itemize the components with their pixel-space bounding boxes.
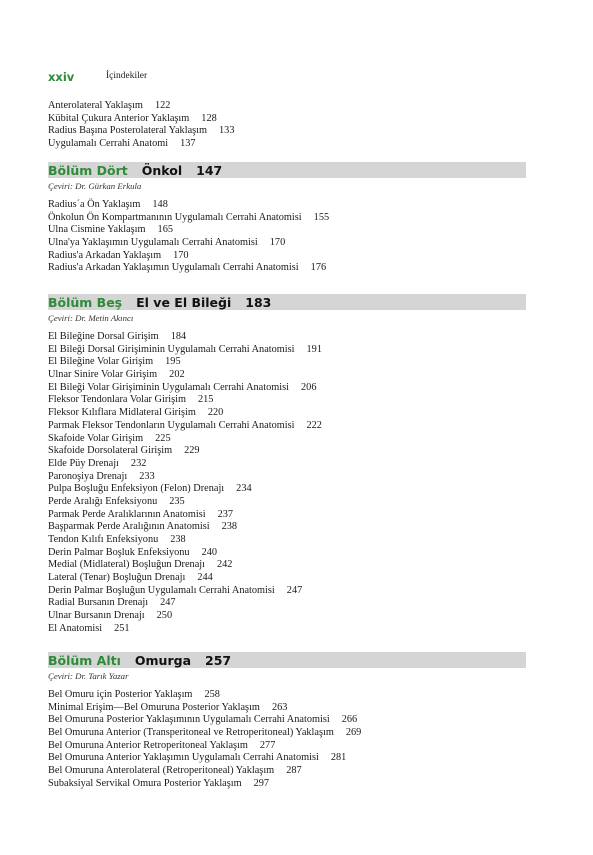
toc-entry[interactable] [48,433,526,446]
toc-entry[interactable] [48,138,234,151]
toc-entry[interactable] [48,496,526,509]
toc-entry-page: 269 [345,727,362,739]
toc-entry[interactable] [48,597,526,610]
toc-entry[interactable] [48,765,526,778]
toc-entry[interactable] [48,356,526,369]
toc-entry-page: 240 [201,546,218,558]
chapter-number: Bölüm Dört [48,163,128,178]
toc-entry-title: Ulnar Bursanın Drenajı [48,610,145,622]
toc-entry-title: Perde Aralığı Enfeksiyonu [48,495,158,507]
running-title: İçindekiler [106,71,148,81]
toc-entry-page: 281 [330,752,347,764]
toc-entry[interactable] [48,113,234,126]
toc-entry-title: Radius'a Arkadan Yaklaşım [48,249,162,261]
toc-entry-page: 297 [253,777,270,789]
toc-entry[interactable] [48,125,234,138]
toc-entry-page: 222 [306,419,322,431]
toc-entry-title: Elde Püy Drenajı [48,457,119,469]
chapter-header-bar [48,294,526,310]
toc-entry[interactable] [48,714,526,727]
toc-entry-page: 215 [198,394,214,406]
toc-entry-page: 238 [221,521,238,533]
toc-entry[interactable] [48,521,526,534]
chapter-header-bar [48,652,526,668]
chapter-title[interactable]: Omurga [134,653,192,668]
chapter-section [48,294,526,636]
chapter-translator: Çeviri: Dr. Metin Akıncı [48,313,134,323]
toc-entry-page: 122 [154,100,171,111]
toc-entry-page: 195 [165,356,181,368]
toc-entry-page: 206 [301,381,317,393]
toc-entry-page: 225 [155,432,171,444]
toc-entry[interactable] [48,331,526,344]
toc-entry-page: 237 [217,508,234,520]
toc-entry[interactable] [48,778,526,791]
toc-entry-title: Başparmak Perde Aralığının Anatomisi [48,521,210,533]
toc-entry-title: Bel Omuruna Anterior (Transperitoneal ve Retroperitoneal) Yaklaşım [48,727,334,739]
toc-entry-page: 234 [236,483,252,495]
chapter-number: Bölüm Altı [48,653,121,668]
toc-entry[interactable] [48,250,526,263]
toc-entry[interactable] [48,547,526,560]
toc-entry-title: Ulna'ya Yaklaşımın Uygulamalı Cerrahi Anatomisi [48,237,258,249]
chapter-title[interactable]: El ve El Bileği [136,295,232,310]
toc-entry-page: 155 [313,211,330,223]
toc-entry-page: 170 [173,249,189,261]
toc-entry[interactable] [48,752,526,765]
toc-entry[interactable] [48,224,526,237]
toc-entry-title: Parmak Perde Aralıklarının Anatomisi [48,508,206,520]
toc-entry-title: Ulnar Sinire Volar Girişim [48,369,158,381]
chapter-title[interactable]: Önkol [141,163,183,178]
toc-entry[interactable] [48,471,526,484]
toc-entry-page: 220 [207,407,224,419]
toc-entry-page: 232 [130,457,147,469]
toc-entry-title: Paronoşiya Drenajı [48,470,128,482]
chapter-header-bar [48,162,526,178]
toc-entry-page: 277 [259,739,276,751]
chapter-page: 257 [205,653,232,668]
toc-entry[interactable] [48,623,526,636]
toc-entry-title: Derin Palmar Boşluk Enfeksiyonu [48,546,190,558]
toc-entry-title: Medial (Midlateral) Boşluğun Drenajı [48,559,205,571]
toc-entry-title: Radius´a Ön Yaklaşım [48,199,141,210]
chapter-entry-list [48,199,526,275]
toc-entry-page: 229 [184,445,200,457]
toc-entry[interactable] [48,740,526,753]
toc-entry[interactable] [48,369,526,382]
toc-entry[interactable] [48,534,526,547]
toc-entry-title: El Bileğine Dorsal Girişim [48,331,159,342]
chapter-translator: Çeviri: Dr. Gürkan Erkula [48,181,142,191]
toc-entry-page: 184 [170,331,187,342]
toc-entry-title: Skafoide Dorsolateral Girişim [48,445,173,457]
toc-entry-title: Kübital Çukura Anterior Yaklaşım [48,112,190,124]
toc-entry-page: 191 [306,343,322,355]
chapter-entry-list [48,331,526,636]
toc-entry-title: Önkolun Ön Kompartmanının Uygulamalı Cerrahi Anatomisi [48,211,302,223]
toc-entry-page: 202 [169,369,185,381]
chapter-entry-list [48,689,526,791]
toc-entry[interactable] [48,382,526,395]
intro-entry-list [48,100,234,151]
toc-entry[interactable] [48,100,234,113]
toc-entry-title: Subaksiyal Servikal Omura Posterior Yaklaşım [48,777,242,789]
toc-entry-page: 176 [310,262,327,274]
toc-entry[interactable] [48,689,526,702]
chapter-page: 183 [245,295,272,310]
toc-entry-title: Fleksor Kılıflara Midlateral Girişim [48,407,196,419]
toc-entry-title: Bel Omuruna Anterolateral (Retroperitoneal) Yaklaşım [48,765,275,777]
toc-entry[interactable] [48,559,526,572]
toc-entry-page: 238 [170,534,186,545]
toc-entry-page: 235 [169,495,185,507]
toc-entry-page: 247 [286,584,303,596]
toc-entry-title: Bel Omuru için Posterior Yaklaşım [48,689,193,700]
toc-entry-page: 133 [219,125,235,137]
toc-entry[interactable] [48,509,526,522]
toc-entry-title: El Bileğine Volar Girişim [48,356,154,368]
toc-entry-title: Anterolateral Yaklaşım [48,100,143,111]
toc-entry[interactable] [48,610,526,623]
toc-entry-title: Radius'a Arkadan Yaklaşımın Uygulamalı Cerrahi Anatomisi [48,262,299,274]
toc-entry[interactable] [48,572,526,585]
toc-entry[interactable] [48,407,526,420]
toc-entry-title: Minimal Erişim—Bel Omuruna Posterior Yaklaşım [48,701,260,713]
toc-entry-title: Uygulamalı Cerrahi Anatomi [48,138,169,150]
toc-entry[interactable] [48,420,526,433]
toc-entry-title: El Bileği Dorsal Girişiminin Uygulamalı Cerrahi Anatomisi [48,343,295,355]
toc-entry-page: 148 [152,199,168,210]
toc-entry-page: 165 [157,224,173,236]
toc-entry-page: 250 [156,610,173,622]
toc-entry[interactable] [48,727,526,740]
toc-entry-page: 263 [271,701,288,713]
toc-entry-page: 247 [160,597,176,609]
toc-entry-title: Derin Palmar Boşluğun Uygulamalı Cerrahi Anatomisi [48,584,275,596]
toc-entry-title: Pulpa Boşluğu Enfeksiyon (Felon) Drenajı [48,483,225,495]
toc-entry-title: Radial Bursanın Drenajı [48,597,149,609]
toc-entry[interactable] [48,199,526,212]
toc-entry-title: Parmak Fleksor Tendonların Uygulamalı Cerrahi Anatomisi [48,419,295,431]
chapter-translator: Çeviri: Dr. Tarık Yazar [48,671,129,681]
toc-entry-title: El Anatomisi [48,622,103,634]
toc-entry-page: 258 [204,689,220,700]
toc-entry-title: Fleksor Tendonlara Volar Girişim [48,394,186,406]
toc-entry-page: 137 [180,138,196,150]
toc-entry[interactable] [48,262,526,275]
toc-entry-title: Ulna Cismine Yaklaşım [48,224,146,236]
toc-entry-page: 233 [139,470,155,482]
toc-entry[interactable] [48,458,526,471]
page-number: xxiv [48,70,75,84]
toc-entry-page: 170 [269,237,286,249]
toc-entry[interactable] [48,585,526,598]
toc-entry-title: Tendon Kılıfı Enfeksiyonu [48,534,159,545]
toc-entry[interactable] [48,212,526,225]
toc-entry-page: 287 [286,765,302,777]
chapter-section [48,652,526,791]
toc-entry-title: Bel Omuruna Anterior Yaklaşımın Uygulamalı Cerrahi Anatomisi [48,752,319,764]
toc-entry-page: 244 [197,572,213,584]
toc-entry-page: 266 [341,714,358,726]
toc-entry[interactable] [48,344,526,357]
toc-entry-title: Bel Omuruna Anterior Retroperitoneal Yaklaşım [48,739,248,751]
toc-entry[interactable] [48,237,526,250]
toc-entry[interactable] [48,702,526,715]
chapter-number: Bölüm Beş [48,295,123,310]
toc-entry[interactable] [48,394,526,407]
toc-entry-page: 128 [201,112,217,124]
toc-entry-title: Radius Başına Posterolateral Yaklaşım [48,125,208,137]
toc-entry-page: 251 [114,622,130,634]
toc-entry-title: Lateral (Tenar) Boşluğun Drenajı [48,572,186,584]
chapter-section [48,162,526,275]
toc-entry-title: Bel Omuruna Posterior Yaklaşımının Uygulamalı Cerrahi Anatomisi [48,714,330,726]
toc-entry[interactable] [48,445,526,458]
toc-entry-title: El Bileği Volar Girişiminin Uygulamalı Cerrahi Anatomisi [48,381,290,393]
toc-entry-title: Skafoide Volar Girişim [48,432,144,444]
toc-entry-page: 242 [217,559,233,571]
toc-entry[interactable] [48,483,526,496]
chapter-page: 147 [196,163,223,178]
